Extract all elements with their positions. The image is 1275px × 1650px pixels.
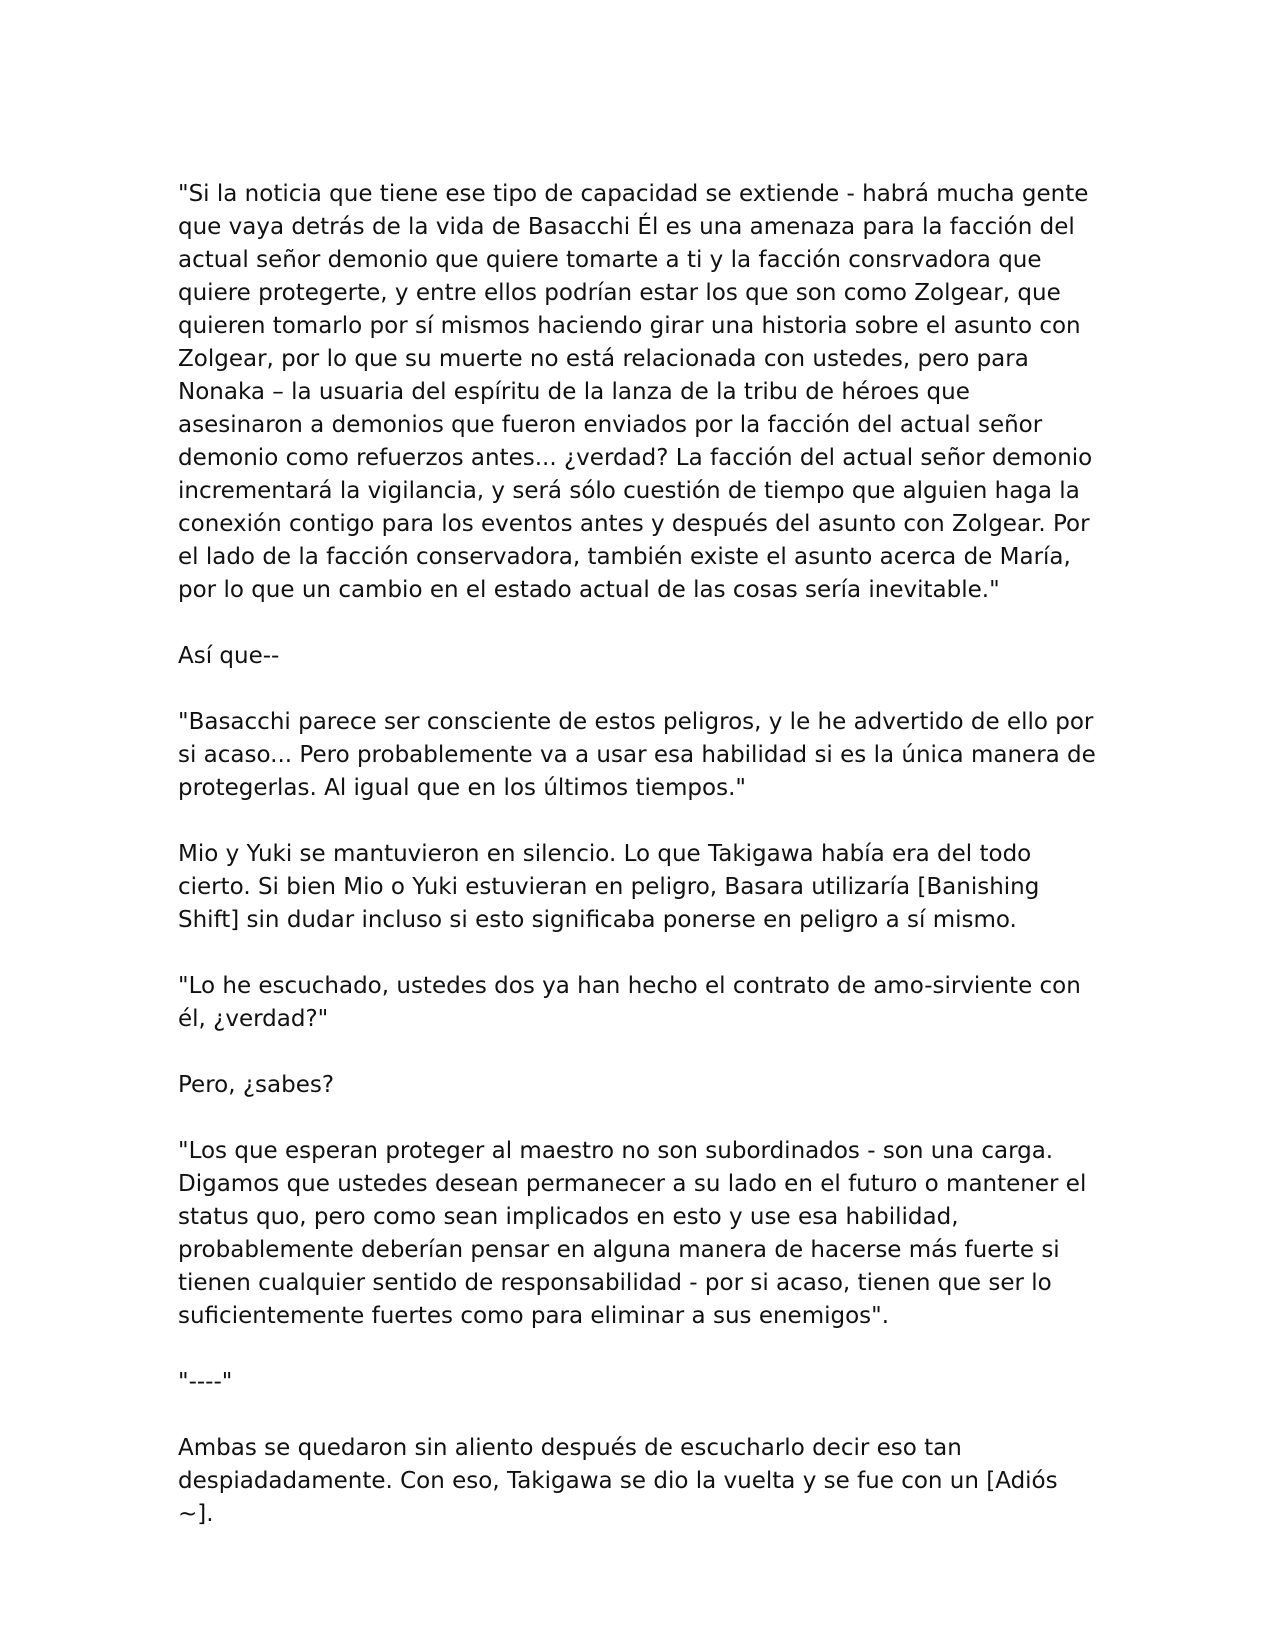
paragraph: "Lo he escuchado, ustedes dos ya han hecho el contrato de amo-sirviente con él, ¿verdad?" [178, 973, 1081, 1032]
paragraph: "----" [178, 1369, 233, 1395]
paragraph: "Los que esperan proteger al maestro no son subordinados - son una carga. Digamos que ustedes desean permanecer a su lado en el futuro o mantener el status quo, pero como sean implicados en esto y use esa habilidad, probablemente deberían pensar en alguna manera de hacerse más fuerte si tienen cualquier sentido de responsabilidad - por si acaso, tienen que ser lo suficientemente fuertes como para eliminar a sus enemigos". [178, 1138, 1087, 1329]
paragraph: Ambas se quedaron sin aliento después de escucharlo decir eso tan despiadadamente. Con eso, Takigawa se dio la vuelta y se fue con un [Adiós ~]. [178, 1435, 1058, 1527]
document-body [178, 178, 1098, 1564]
paragraph: "Basacchi parece ser consciente de estos peligros, y le he advertido de ello por si acaso... Pero probablemente va a usar esa habilidad si es la única manera de protegerlas. Al igual que en los últimos tiempos." [178, 709, 1096, 801]
paragraph: Así que-- [178, 643, 280, 669]
paragraph: Pero, ¿sabes? [178, 1072, 335, 1098]
paragraph: "Si la noticia que tiene ese tipo de capacidad se extiende - habrá mucha gente que vaya detrás de la vida de Basacchi Él es una amenaza para la facción del actual señor demonio que quiere tomarte a ti y la facción consrvadora que quiere protegerte, y entre ellos podrían estar los que son como Zolgear, que quieren tomarlo por sí mismos haciendo girar una historia sobre el asunto con Zolgear, por lo que su muerte no está relacionada con ustedes, pero para Nonaka – la usuaria del espíritu de la lanza de la tribu de héroes que asesinaron a demonios que fueron enviados por la facción del actual señor demonio como refuerzos antes... ¿verdad? La facción del actual señor demonio incrementará la vigilancia, y será sólo cuestión de tiempo que alguien haga la conexión contigo para los eventos antes y después del asunto con Zolgear. Por el lado de la facción conservadora, también existe el asunto acerca de María, por lo que un cambio en el estado actual de las cosas sería inevitable." [178, 181, 1093, 603]
paragraph: Mio y Yuki se mantuvieron en silencio. Lo que Takigawa había era del todo cierto. Si bien Mio o Yuki estuvieran en peligro, Basara utilizaría [Banishing Shift] sin dudar incluso si esto significaba ponerse en peligro a sí mismo. [178, 841, 1040, 933]
